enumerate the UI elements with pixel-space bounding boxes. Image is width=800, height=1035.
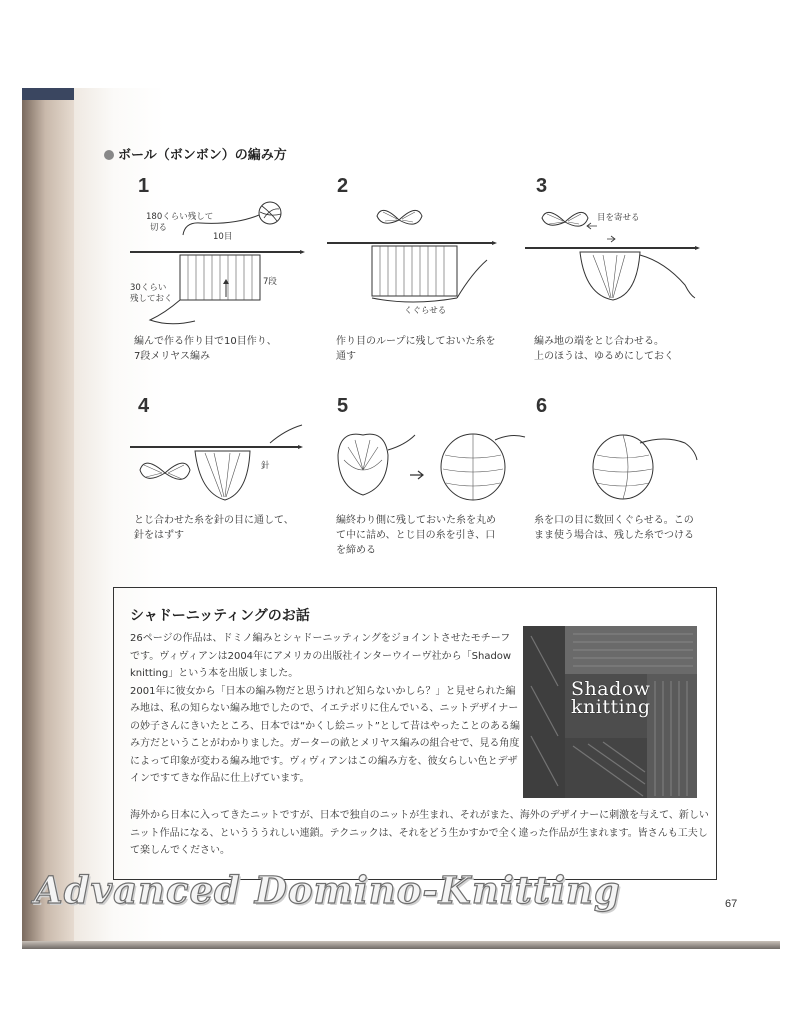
- book-title: Shadow knitting: [571, 678, 651, 718]
- story-title: シャドーニッティングのお話: [130, 608, 310, 624]
- label-needle: 針: [261, 461, 270, 471]
- step-6-diagram: [585, 425, 705, 505]
- step-4-caption: とじ合わせた糸を針の目に通して、 針をはずす: [134, 515, 294, 541]
- step-1-caption: 編んで作る作り目で10目作り、 7段メリヤス編み: [134, 336, 277, 362]
- story-paragraph-1: 26ページの作品は、ドミノ編みとシャドーニッティングをジョイントさせたモチーフです。ヴィヴィアンは2004年にアメリカの出版社インターウイーヴ社から「Shadow knitting」という本を出版しました。: [130, 633, 512, 679]
- section-title: ボール（ボンボン）の編み方: [104, 144, 287, 163]
- page-number: 67: [725, 898, 738, 910]
- story-paragraph-2: 2001年に彼女から「日本の編み物だと思うけれど知らないかしら？」と見せられた編み地は、私の知らない編み地でしたので、イエテボリに住んでいる、ニットデザイナーの妙子さんにきいたところ、日本では“かくし絵ニット”として昔はやったことのある編み方だということがわかりました。ガーターの畝とメリヤス編みの組合せで、見る角度によって印象が変わる編み地です。ヴィヴィアンはこの編み方を、彼女らしい色とデザインですてきな作品に仕上げています。: [130, 685, 520, 784]
- step-3-caption: 編み地の端をとじ合わせる。 上のほうは、ゆるめにしておく: [534, 336, 674, 362]
- step-number-2: 2: [337, 175, 349, 197]
- step-5-caption: 編終わり側に残しておいた糸を丸め て中に詰め、とじ目の糸を引き、口 を締める: [336, 515, 496, 556]
- label-rows: 7段: [263, 277, 277, 287]
- label-stitches: 10目: [213, 232, 233, 242]
- bullet-dot-icon: [104, 150, 114, 160]
- step-number-3: 3: [536, 175, 548, 197]
- book-cover-image: [523, 626, 697, 798]
- step-1-diagram: [125, 195, 305, 335]
- step-2-caption: 作り目のループに残しておいた糸を 通す: [336, 336, 496, 362]
- step-6-caption: 糸を口の目に数回くぐらせる。この まま使う場合は、残した糸でつける: [534, 515, 694, 541]
- label-tail-bottom: 30くらい 残しておく: [130, 283, 173, 304]
- story-paragraph-3: 海外から日本に入ってきたニットですが、日本で独自のニットが生まれ、それがまた、海外のデザイナーに刺激を与えて、新しいニット作品になる、というううれしい連鎖。テクニックは、それをどう生かすかで全く違った作品が生まれます。皆さんも工夫して楽しんでください。: [130, 810, 709, 856]
- watermark-title: Advanced Domino-Knitting: [34, 868, 621, 912]
- label-tail-top: 180くらい残して 切る: [146, 212, 214, 233]
- step-number-4: 4: [138, 395, 150, 417]
- story-paragraph-3-container: [130, 807, 710, 860]
- step-number-1: 1: [138, 175, 150, 197]
- step-3-diagram: [525, 200, 705, 310]
- step-number-6: 6: [536, 395, 548, 417]
- label-gather: 目を寄せる: [597, 213, 640, 223]
- page-bottom-edge: [22, 941, 780, 949]
- label-thread: くぐらせる: [404, 306, 447, 316]
- story-paragraphs: [130, 630, 520, 788]
- step-2-diagram: [327, 198, 497, 318]
- step-5-diagram: [330, 425, 530, 515]
- book-cover-edge: [22, 88, 74, 100]
- book-spine-shadow: [22, 88, 74, 946]
- step-4-diagram: [130, 415, 310, 515]
- step-number-5: 5: [337, 395, 349, 417]
